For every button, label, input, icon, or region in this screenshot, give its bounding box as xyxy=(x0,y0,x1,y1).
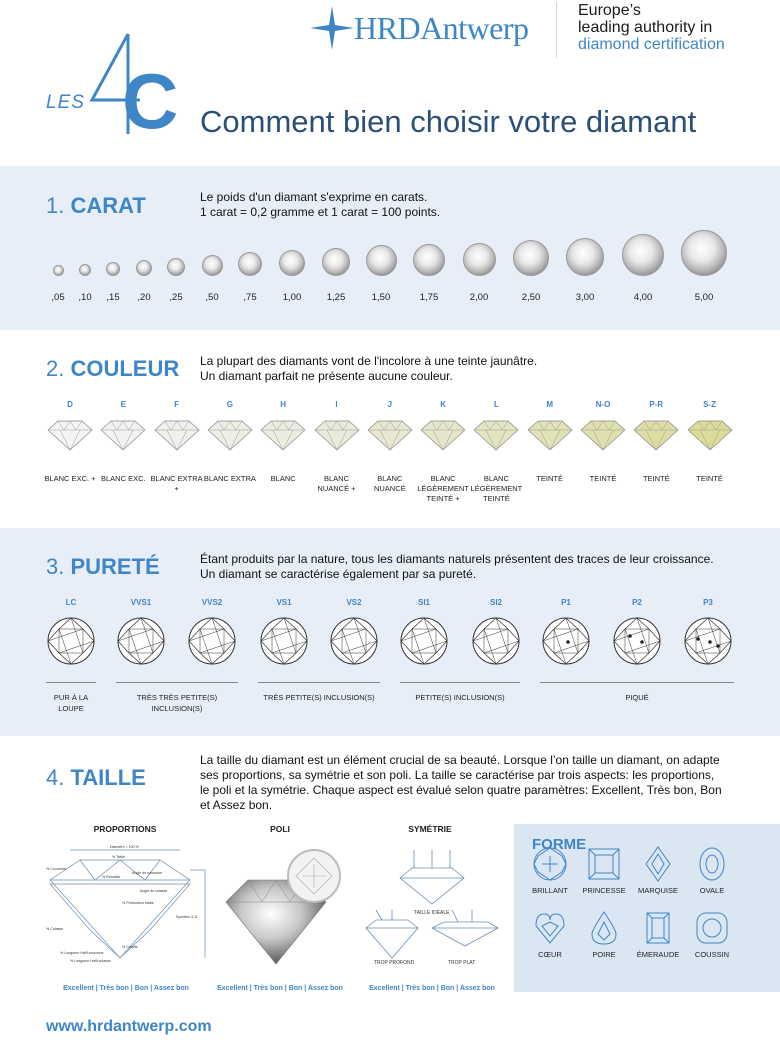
carat-weight-label: 3,00 xyxy=(575,292,595,303)
tagline-line-1: Europe’s xyxy=(578,2,641,19)
clarity-diamond xyxy=(541,616,591,666)
purete-number: 3. xyxy=(46,554,65,579)
clarity-diamond xyxy=(399,616,449,666)
clarity-grade-label: P3 xyxy=(703,598,713,607)
color-grade-label: BLANC EXTRA xyxy=(203,474,256,483)
carat-diamond xyxy=(202,255,223,276)
clarity-group-line xyxy=(116,682,238,683)
shape-label: CŒUR xyxy=(538,950,562,959)
purete-title: PURETÉ xyxy=(70,554,160,579)
color-grade-letter: K xyxy=(440,400,446,409)
polished-diamond-image xyxy=(218,846,344,970)
clarity-grade-label: SI2 xyxy=(489,598,502,607)
color-grade-label: BLANC NUANCÉ + xyxy=(317,474,356,493)
color-grade-letter: G xyxy=(226,400,233,409)
color-grade-letter: D xyxy=(67,400,73,409)
carat-title: CARAT xyxy=(70,193,146,218)
color-grade-letter: P-R xyxy=(649,400,664,409)
carat-diamond xyxy=(566,238,604,276)
shape-brillant-icon xyxy=(532,846,568,882)
color-grade-label: TEINTÉ xyxy=(536,474,564,483)
shape-princesse-icon xyxy=(586,846,622,882)
purete-desc-line-2: Un diamant se caractérise également par sa pureté. xyxy=(200,567,477,581)
carat-weight-label: ,05 xyxy=(51,292,65,303)
poli-label: POLI xyxy=(270,824,290,834)
les-label: LES xyxy=(46,92,85,113)
taille-heading xyxy=(46,765,146,791)
header-divider xyxy=(556,2,557,58)
color-grade-label: BLANC LÉGÈREMENT TEINTÉ + xyxy=(417,474,469,503)
tagline-line-3: diamond certification xyxy=(578,36,725,53)
forme-title: FORME xyxy=(532,836,587,853)
clarity-group-line xyxy=(540,682,734,683)
carat-diamond xyxy=(513,240,549,276)
carat-weight-label: ,50 xyxy=(205,292,219,303)
taille-desc-line-2: ses proportions, sa symétrie et son poli. La taille se caractérise par trois aspects: les proportions, xyxy=(200,768,715,782)
shape-poire-icon xyxy=(586,910,622,946)
carat-weight-label: ,10 xyxy=(78,292,92,303)
shape-label: ÉMERAUDE xyxy=(636,950,680,959)
footer-url[interactable]: www.hrdantwerp.com xyxy=(46,1018,212,1035)
couleur-heading xyxy=(46,356,179,382)
shape-label: MARQUISE xyxy=(637,886,678,895)
clarity-group-label: PIQUÉ xyxy=(625,693,649,702)
color-grade-label: BLANC LÉGÈREMENT TEINTÉ xyxy=(470,474,523,503)
carat-weight-label: 1,00 xyxy=(282,292,302,303)
taille-number: 4. xyxy=(46,765,65,790)
prop-label-10: % Longueur Halfl couronne xyxy=(60,951,104,955)
carat-desc-line-1: Le poids d'un diamant s'exprime en carats. xyxy=(200,190,428,204)
color-grade-letter: L xyxy=(493,400,499,409)
color-diamond xyxy=(313,418,361,452)
clarity-diamond xyxy=(471,616,521,666)
carat-description xyxy=(200,190,440,220)
taille-desc-line-1: La taille du diamant est un élément crucial de sa beauté. Lorsque l’on taille un diamant, on adapte xyxy=(200,753,720,767)
clarity-diamond xyxy=(683,616,733,666)
clarity-grade-label: LC xyxy=(65,598,77,607)
taille-description xyxy=(200,753,760,813)
shape-marquise-icon xyxy=(640,846,676,882)
trop-plat-label: TROP PLAT xyxy=(448,960,476,966)
couleur-desc-line-1: La plupart des diamants vont de l'incolore à une teinte jaunâtre. xyxy=(200,354,538,368)
clarity-diamond xyxy=(46,616,96,666)
symmetry-diagram xyxy=(362,846,502,970)
color-grade-label: BLANC EXTRA + xyxy=(150,474,203,493)
clarity-group-line xyxy=(258,682,380,683)
carat-weight-label: 2,00 xyxy=(469,292,489,303)
color-diamond xyxy=(472,418,520,452)
color-grade-label: TEINTÉ xyxy=(642,474,670,483)
carat-diamond xyxy=(53,265,64,276)
clarity-diamond xyxy=(116,616,166,666)
color-grade-label: BLANC EXC. + xyxy=(44,474,96,483)
clarity-grade-label: P2 xyxy=(632,598,642,607)
tagline-line-2: leading authority in xyxy=(578,19,713,36)
color-grade-label: BLANC EXC. xyxy=(100,474,146,483)
color-grade-letter: N-O xyxy=(595,400,611,409)
purete-heading xyxy=(46,554,160,580)
carat-diamond xyxy=(322,248,350,276)
clarity-group-label: TRÈS PETITE(S) INCLUSION(S) xyxy=(263,693,375,702)
color-diamond xyxy=(153,418,201,452)
proportions-label: PROPORTIONS xyxy=(93,824,157,834)
carat-weight-label: 1,50 xyxy=(371,292,391,303)
couleur-description xyxy=(200,354,537,384)
carat-diamond xyxy=(413,244,445,276)
prop-label-3: % Rondiste xyxy=(102,875,121,879)
prop-label-8: % Culasse xyxy=(46,927,64,931)
couleur-title: COULEUR xyxy=(70,356,180,381)
clarity-grade-label: VVS1 xyxy=(130,598,152,607)
clarity-diamond xyxy=(187,616,237,666)
carat-weight-label: ,20 xyxy=(137,292,151,303)
color-grade-letter: M xyxy=(546,400,554,409)
symetrie-ratings: Excellent | Très bon | Bon | Assez bon xyxy=(369,985,495,992)
shape-label: BRILLANT xyxy=(532,886,568,895)
color-diamond xyxy=(419,418,467,452)
clarity-group-line xyxy=(46,682,96,683)
couleur-desc-line-2: Un diamant parfait ne présente aucune couleur. xyxy=(200,369,453,383)
taille-desc-line-3: le poli et la symétrie. Chaque aspect est évalué selon quatre paramètres: Excellent, Très bon, Bon xyxy=(200,783,722,797)
carat-diamond xyxy=(79,264,91,276)
big-c-letter: C xyxy=(122,57,179,145)
shape-coussin-icon xyxy=(694,910,730,946)
shape-label: PRINCESSE xyxy=(582,886,626,895)
color-diamond xyxy=(686,418,734,452)
poli-ratings: Excellent | Très bon | Bon | Assez bon xyxy=(217,985,343,992)
symetrie-label: SYMÉTRIE xyxy=(408,824,452,834)
carat-diamond xyxy=(681,230,727,276)
color-grade-label: BLANC xyxy=(270,474,296,483)
clarity-grade-label: P1 xyxy=(561,598,571,607)
prop-label-2: % Couronne xyxy=(46,867,66,871)
clarity-grade-label: SI1 xyxy=(417,598,430,607)
tagline xyxy=(578,2,725,53)
prop-label-9: % Colette xyxy=(122,945,138,949)
carat-diamond xyxy=(366,245,397,276)
prop-label-0: Diamètre = 100 % xyxy=(110,845,139,849)
color-diamond xyxy=(366,418,414,452)
clarity-group-label: TRÈS TRÈS PETITE(S) INCLUSION(S) xyxy=(136,693,218,713)
color-grade-label: TEINTÉ xyxy=(589,474,617,483)
color-diamond xyxy=(99,418,147,452)
carat-weight-label: 4,00 xyxy=(633,292,653,303)
carat-weight-label: ,75 xyxy=(243,292,257,303)
carat-weight-label: 5,00 xyxy=(694,292,714,303)
color-diamond xyxy=(632,418,680,452)
color-grade-label: TEINTÉ xyxy=(696,474,723,483)
carat-diamond xyxy=(622,234,664,276)
color-grade-label: BLANC NUANCÉ xyxy=(373,474,406,493)
prop-label-1: % Table xyxy=(112,855,125,859)
carat-weight-label: ,15 xyxy=(106,292,120,303)
shape-cur-icon xyxy=(532,910,568,946)
carat-weight-label: ,25 xyxy=(169,292,183,303)
carat-diamond xyxy=(463,243,496,276)
carat-diamond xyxy=(136,260,152,276)
color-grade-letter: J xyxy=(387,400,393,409)
prop-label-7: Symétrie & D xyxy=(176,915,198,919)
purete-desc-line-1: Étant produits par la nature, tous les diamants naturels présentent des traces de leur croissance. xyxy=(200,552,714,566)
page-title: Comment bien choisir votre diamant xyxy=(200,104,697,139)
carat-desc-line-2: 1 carat = 0,2 gramme et 1 carat = 100 points. xyxy=(200,205,441,219)
taille-ideale-label: TAILLE IDÉALE xyxy=(414,910,450,916)
proportions-ratings: Excellent | Très bon | Bon | Assez bon xyxy=(63,985,189,992)
hrd-logo-text[interactable]: HRDAntwerp xyxy=(354,10,529,46)
shape-emeraude-icon xyxy=(640,910,676,946)
shape-label: OVALE xyxy=(699,886,725,895)
carat-weight-label: 1,75 xyxy=(419,292,439,303)
carat-diamond xyxy=(279,250,305,276)
clarity-group-label: PUR À LA LOUPE xyxy=(53,693,89,713)
shape-label: POIRE xyxy=(592,950,616,959)
purete-description xyxy=(200,552,714,582)
shape-ovale-icon xyxy=(694,846,730,882)
clarity-diamond xyxy=(329,616,379,666)
color-diamond xyxy=(206,418,254,452)
prop-label-6: % Profondeur totale xyxy=(122,901,154,905)
color-grade-letter: S-Z xyxy=(703,400,717,409)
carat-number: 1. xyxy=(46,193,65,218)
clarity-diamond xyxy=(612,616,662,666)
proportions-diagram xyxy=(40,840,210,968)
carat-diamond xyxy=(106,262,120,276)
color-grade-letter: E xyxy=(120,400,126,409)
carat-diamond xyxy=(238,252,262,276)
prop-label-11: % Longueur Halfl culasse xyxy=(70,959,111,963)
hrd-star-logo-icon xyxy=(308,4,356,52)
color-diamond xyxy=(579,418,627,452)
clarity-group-label: PETITE(S) INCLUSION(S) xyxy=(415,693,505,702)
shape-label: COUSSIN xyxy=(694,950,730,959)
carat-heading xyxy=(46,193,146,219)
couleur-number: 2. xyxy=(46,356,65,381)
color-grade-letter: F xyxy=(174,400,180,409)
trop-profond-label: TROP PROFOND xyxy=(374,960,415,966)
carat-weight-label: 2,50 xyxy=(521,292,541,303)
taille-title: TAILLE xyxy=(70,765,146,790)
clarity-grade-label: VS1 xyxy=(276,598,292,607)
prop-label-5: Angle de culasse xyxy=(140,889,168,893)
clarity-grade-label: VS2 xyxy=(346,598,362,607)
prop-label-4: Angle de couronne xyxy=(132,871,163,875)
carat-weight-label: 1,25 xyxy=(326,292,346,303)
color-grade-letter: I xyxy=(335,400,338,409)
color-grade-letter: H xyxy=(280,400,287,409)
carat-diamond xyxy=(167,258,185,276)
clarity-diamond xyxy=(259,616,309,666)
color-diamond xyxy=(526,418,574,452)
color-diamond xyxy=(259,418,307,452)
taille-desc-line-4: et Assez bon. xyxy=(200,798,273,812)
clarity-group-line xyxy=(400,682,520,683)
clarity-grade-label: VVS2 xyxy=(201,598,223,607)
color-diamond xyxy=(46,418,94,452)
